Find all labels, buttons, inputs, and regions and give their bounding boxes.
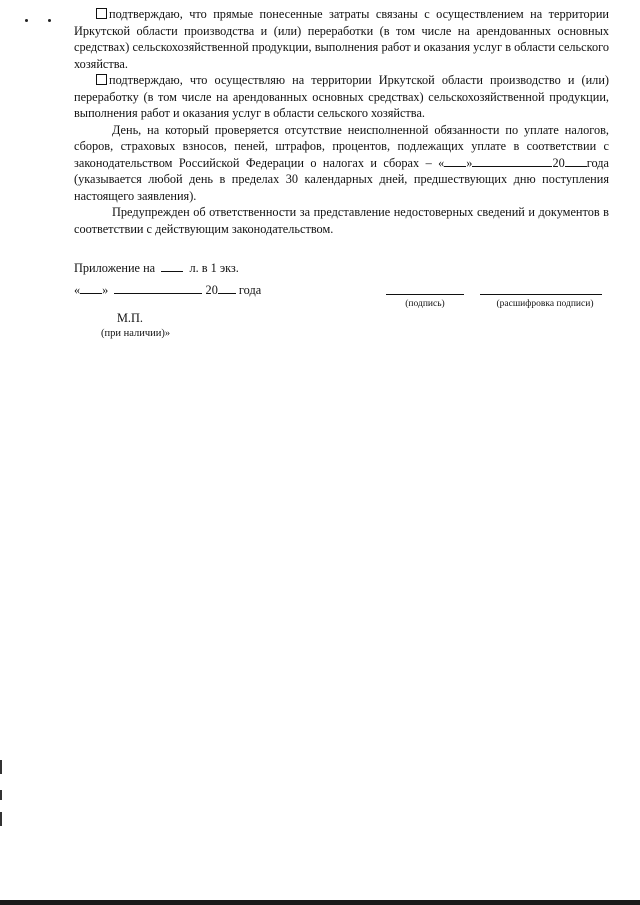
verification-day-blank[interactable] bbox=[444, 155, 466, 167]
signature-line[interactable] bbox=[386, 294, 464, 295]
stamp-label: М.П. bbox=[117, 311, 143, 325]
scan-bottom-edge bbox=[0, 900, 640, 905]
warning-paragraph bbox=[74, 204, 609, 237]
attachment-pages-blank[interactable] bbox=[161, 260, 183, 272]
signature-caption: (подпись) bbox=[405, 299, 445, 309]
confirmation-production-text: подтверждаю, что осуществляю на территории Иркутской области производство и (или) переработку (в том числе на арендованных основных средствах) сельскохозяйственной продукции, выполнения работ и оказания услуг в области сельского хозяйства. bbox=[74, 73, 609, 120]
date-close-quote: » bbox=[102, 283, 109, 297]
date-year-prefix: 20 bbox=[205, 283, 218, 297]
verification-year-blank[interactable] bbox=[565, 155, 587, 167]
attachment-suffix: л. в 1 экз. bbox=[189, 261, 239, 275]
scan-speck bbox=[25, 19, 28, 22]
verification-month-blank[interactable] bbox=[472, 155, 552, 167]
warning-text: Предупрежден об ответственности за представление недостоверных сведений и документов в соответствии с действующим законодательством. bbox=[74, 205, 609, 236]
scan-margin-mark bbox=[0, 790, 2, 800]
date-month-blank[interactable] bbox=[114, 282, 202, 294]
attachment-prefix: Приложение на bbox=[74, 261, 156, 275]
signature-decode-line[interactable] bbox=[480, 294, 602, 295]
verification-day-suffix: года (указывается любой день в пределах 30 календарных дней, предшествующих дню поступления настоящего заявления). bbox=[74, 155, 609, 203]
confirmation-costs-text: подтверждаю, что прямые понесенные затраты связаны с осуществлением на территории Иркутской области производства и (или) переработки (в том числе на арендованных основных средствах) сельскохозяйственной продукции, выполнения работ и оказания услуг в области сельского хозяйства. bbox=[74, 7, 609, 71]
scan-margin-mark bbox=[0, 760, 2, 774]
verification-day-text: День, на который проверяется отсутствие неисполненной обязанности по уплате налогов, сборов, страховых взносов, пеней, штрафов, процентов, подлежащих уплате в соответствии с законодательством Российской Федерации о налогах и сборах – bbox=[74, 122, 609, 170]
date-open-quote: « bbox=[74, 283, 81, 297]
confirmation-costs-paragraph bbox=[74, 6, 609, 72]
signature-decode-caption: (расшифровка подписи) bbox=[496, 299, 594, 309]
scan-speck bbox=[48, 19, 51, 22]
date-year-suffix: года bbox=[238, 283, 262, 297]
attachment-line bbox=[74, 260, 609, 277]
signature-date-line bbox=[74, 282, 261, 298]
confirmation-costs-checkbox[interactable] bbox=[96, 8, 107, 19]
verification-day-paragraph bbox=[74, 122, 609, 205]
confirmation-production-checkbox[interactable] bbox=[96, 74, 107, 85]
confirmation-production-paragraph bbox=[74, 72, 609, 122]
date-day-blank[interactable] bbox=[80, 282, 102, 294]
document-body bbox=[74, 6, 609, 277]
verification-year-prefix: 20 bbox=[552, 155, 565, 170]
verification-day-open-quote: « bbox=[438, 155, 445, 170]
verification-day-close-quote: » bbox=[466, 155, 473, 170]
scan-margin-mark bbox=[0, 812, 2, 826]
stamp-note: (при наличии)» bbox=[101, 328, 171, 339]
date-year-blank[interactable] bbox=[218, 282, 236, 294]
